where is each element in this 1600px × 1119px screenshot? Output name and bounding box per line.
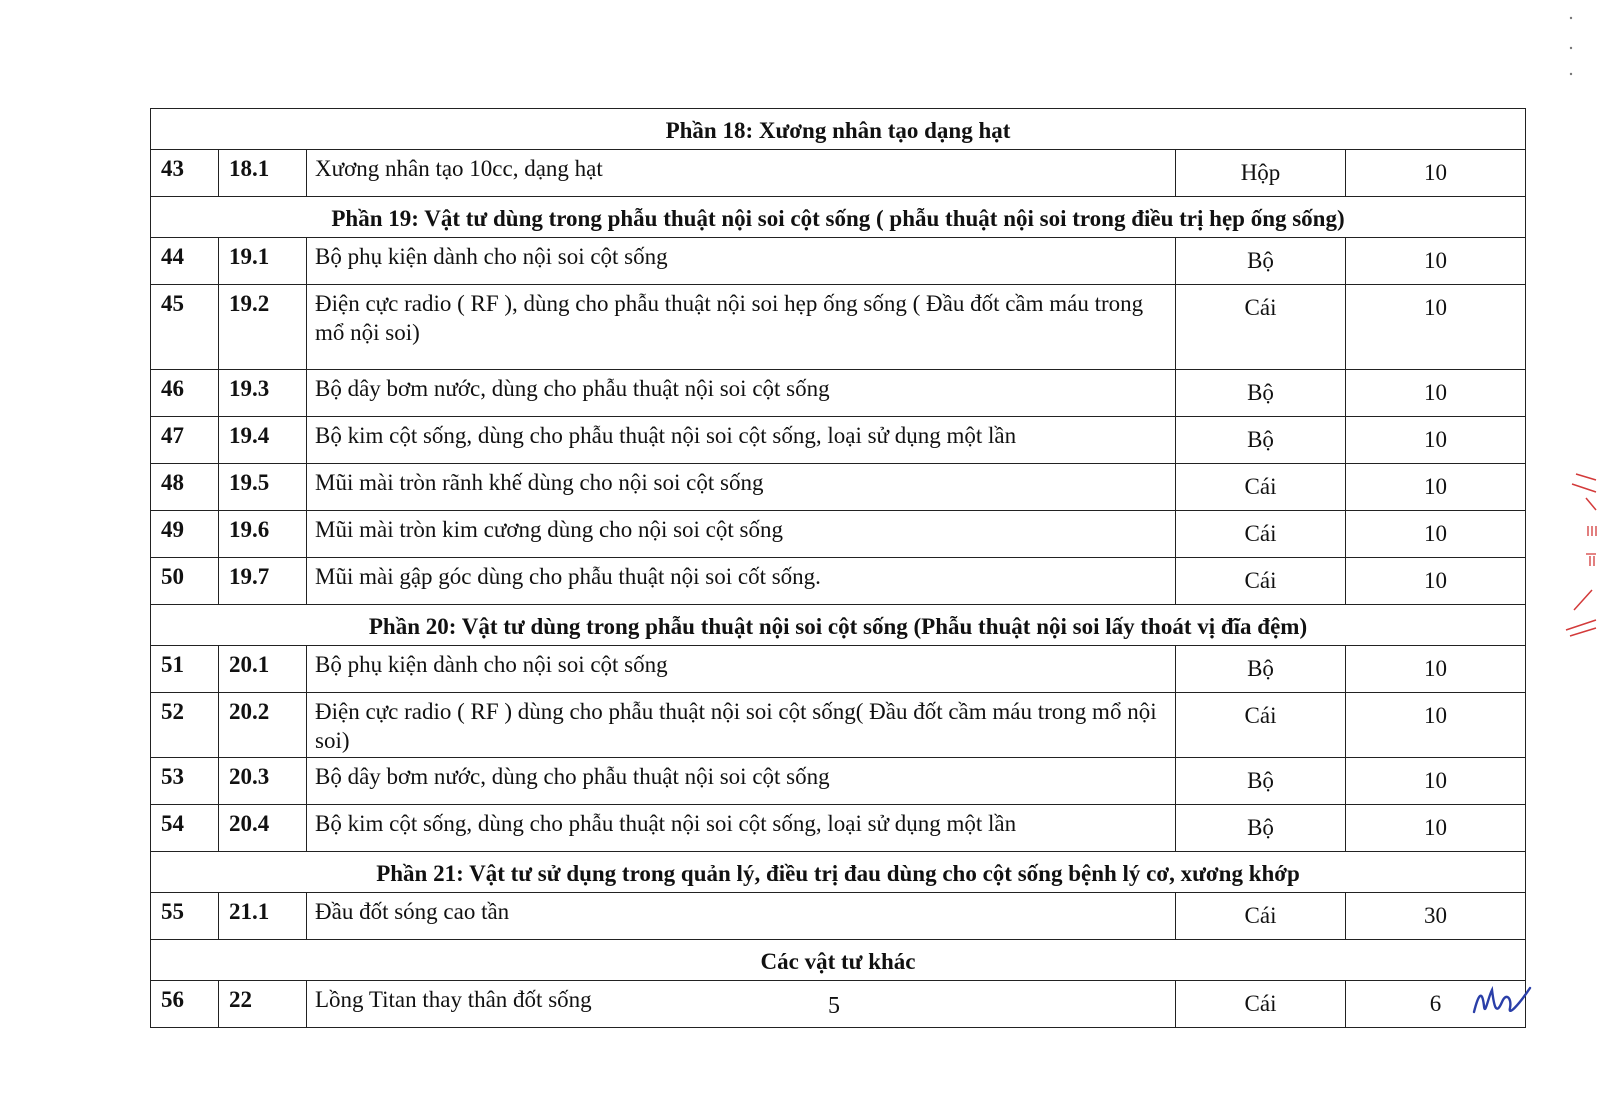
unit-cell: Cái	[1176, 511, 1346, 558]
row-number-cell: 48	[151, 464, 219, 511]
row-number-cell: 49	[151, 511, 219, 558]
table-row	[151, 511, 1526, 558]
row-number-cell: 56	[151, 981, 219, 1028]
item-name-cell: Bộ kim cột sống, dùng cho phẫu thuật nội soi cột sống, loại sử dụng một lần	[307, 417, 1176, 464]
section-header-row	[151, 197, 1526, 238]
quantity-cell: 10	[1346, 511, 1526, 558]
quantity-cell: 10	[1346, 464, 1526, 511]
table-row	[151, 758, 1526, 805]
unit-cell: Cái	[1176, 464, 1346, 511]
item-code-cell: 19.4	[219, 417, 307, 464]
item-name-cell: Bộ kim cột sống, dùng cho phẫu thuật nội soi cột sống, loại sử dụng một lần	[307, 805, 1176, 852]
section-title: Phần 20: Vật tư dùng trong phẫu thuật nội soi cột sống (Phẫu thuật nội soi lấy thoát vị đĩa đệm)	[151, 605, 1526, 646]
quantity-cell: 10	[1346, 417, 1526, 464]
row-number-cell: 50	[151, 558, 219, 605]
unit-cell: Bộ	[1176, 758, 1346, 805]
quantity-cell: 10	[1346, 758, 1526, 805]
item-code-cell: 20.4	[219, 805, 307, 852]
table-row	[151, 285, 1526, 370]
table-row	[151, 558, 1526, 605]
unit-cell: Hộp	[1176, 150, 1346, 197]
page-number: 5	[828, 993, 840, 1019]
item-code-cell: 20.3	[219, 758, 307, 805]
item-name-cell: Mũi mài tròn kim cương dùng cho nội soi cột sống	[307, 511, 1176, 558]
section-title: Các vật tư khác	[151, 940, 1526, 981]
row-number-cell: 54	[151, 805, 219, 852]
unit-cell: Cái	[1176, 981, 1346, 1028]
quantity-cell: 10	[1346, 285, 1526, 370]
table-row	[151, 370, 1526, 417]
item-code-cell: 19.2	[219, 285, 307, 370]
row-number-cell: 55	[151, 893, 219, 940]
unit-cell: Bộ	[1176, 370, 1346, 417]
unit-cell: Cái	[1176, 285, 1346, 370]
section-header-row	[151, 940, 1526, 981]
item-name-cell: Điện cực radio ( RF ), dùng cho phẫu thuật nội soi hẹp ống sống ( Đầu đốt cầm máu trong mổ nội soi)	[307, 285, 1176, 370]
unit-cell: Bộ	[1176, 417, 1346, 464]
quantity-cell: 10	[1346, 805, 1526, 852]
scan-artifact	[1568, 10, 1574, 80]
section-header-row	[151, 109, 1526, 150]
item-name-cell: Bộ phụ kiện dành cho nội soi cột sống	[307, 646, 1176, 693]
row-number-cell: 47	[151, 417, 219, 464]
item-name-cell: Lồng Titan thay thân đốt sống	[307, 981, 1176, 1028]
item-name-cell: Bộ dây bơm nước, dùng cho phẫu thuật nội soi cột sống	[307, 370, 1176, 417]
unit-cell: Bộ	[1176, 805, 1346, 852]
row-number-cell: 52	[151, 693, 219, 758]
table-row	[151, 805, 1526, 852]
item-code-cell: 19.5	[219, 464, 307, 511]
item-code-cell: 19.6	[219, 511, 307, 558]
item-name-cell: Đầu đốt sóng cao tần	[307, 893, 1176, 940]
row-number-cell: 44	[151, 238, 219, 285]
row-number-cell: 53	[151, 758, 219, 805]
quantity-cell: 10	[1346, 693, 1526, 758]
item-code-cell: 20.2	[219, 693, 307, 758]
unit-cell: Cái	[1176, 893, 1346, 940]
row-number-cell: 46	[151, 370, 219, 417]
item-name-cell: Điện cực radio ( RF ) dùng cho phẫu thuật nội soi cột sống( Đầu đốt cầm máu trong mổ nội soi)	[307, 693, 1176, 758]
unit-cell: Bộ	[1176, 238, 1346, 285]
quantity-cell: 30	[1346, 893, 1526, 940]
item-code-cell: 19.1	[219, 238, 307, 285]
table-row	[151, 893, 1526, 940]
signature-mark	[1470, 976, 1540, 1026]
item-code-cell: 19.3	[219, 370, 307, 417]
section-header-row	[151, 852, 1526, 893]
section-title: Phần 18: Xương nhân tạo dạng hạt	[151, 109, 1526, 150]
section-header-row	[151, 605, 1526, 646]
section-title: Phần 19: Vật tư dùng trong phẫu thuật nội soi cột sống ( phẫu thuật nội soi trong điều trị hẹp ống sống)	[151, 197, 1526, 238]
quantity-cell: 6	[1346, 981, 1526, 1028]
item-name-cell: Bộ phụ kiện dành cho nội soi cột sống	[307, 238, 1176, 285]
section-title: Phần 21: Vật tư sử dụng trong quản lý, điều trị đau dùng cho cột sống bệnh lý cơ, xương khớp	[151, 852, 1526, 893]
table-row	[151, 646, 1526, 693]
unit-cell: Bộ	[1176, 646, 1346, 693]
quantity-cell: 10	[1346, 370, 1526, 417]
quantity-cell: 10	[1346, 150, 1526, 197]
item-code-cell: 18.1	[219, 150, 307, 197]
item-name-cell: Mũi mài tròn rãnh khế dùng cho nội soi cột sống	[307, 464, 1176, 511]
item-name-cell: Xương nhân tạo 10cc, dạng hạt	[307, 150, 1176, 197]
table-row	[151, 150, 1526, 197]
stamp-edge-mark	[1556, 470, 1600, 660]
table-row	[151, 417, 1526, 464]
table-row	[151, 464, 1526, 511]
row-number-cell: 45	[151, 285, 219, 370]
row-number-cell: 51	[151, 646, 219, 693]
supplies-table-body	[151, 109, 1526, 1028]
quantity-cell: 10	[1346, 238, 1526, 285]
unit-cell: Cái	[1176, 693, 1346, 758]
item-code-cell: 20.1	[219, 646, 307, 693]
row-number-cell: 43	[151, 150, 219, 197]
table-row	[151, 238, 1526, 285]
item-code-cell: 21.1	[219, 893, 307, 940]
item-code-cell: 22	[219, 981, 307, 1028]
quantity-cell: 10	[1346, 646, 1526, 693]
table-row	[151, 693, 1526, 758]
item-name-cell: Bộ dây bơm nước, dùng cho phẫu thuật nội soi cột sống	[307, 758, 1176, 805]
unit-cell: Cái	[1176, 558, 1346, 605]
supplies-table	[150, 108, 1526, 1028]
item-name-cell: Mũi mài gập góc dùng cho phẫu thuật nội soi cốt sống.	[307, 558, 1176, 605]
quantity-cell: 10	[1346, 558, 1526, 605]
item-code-cell: 19.7	[219, 558, 307, 605]
